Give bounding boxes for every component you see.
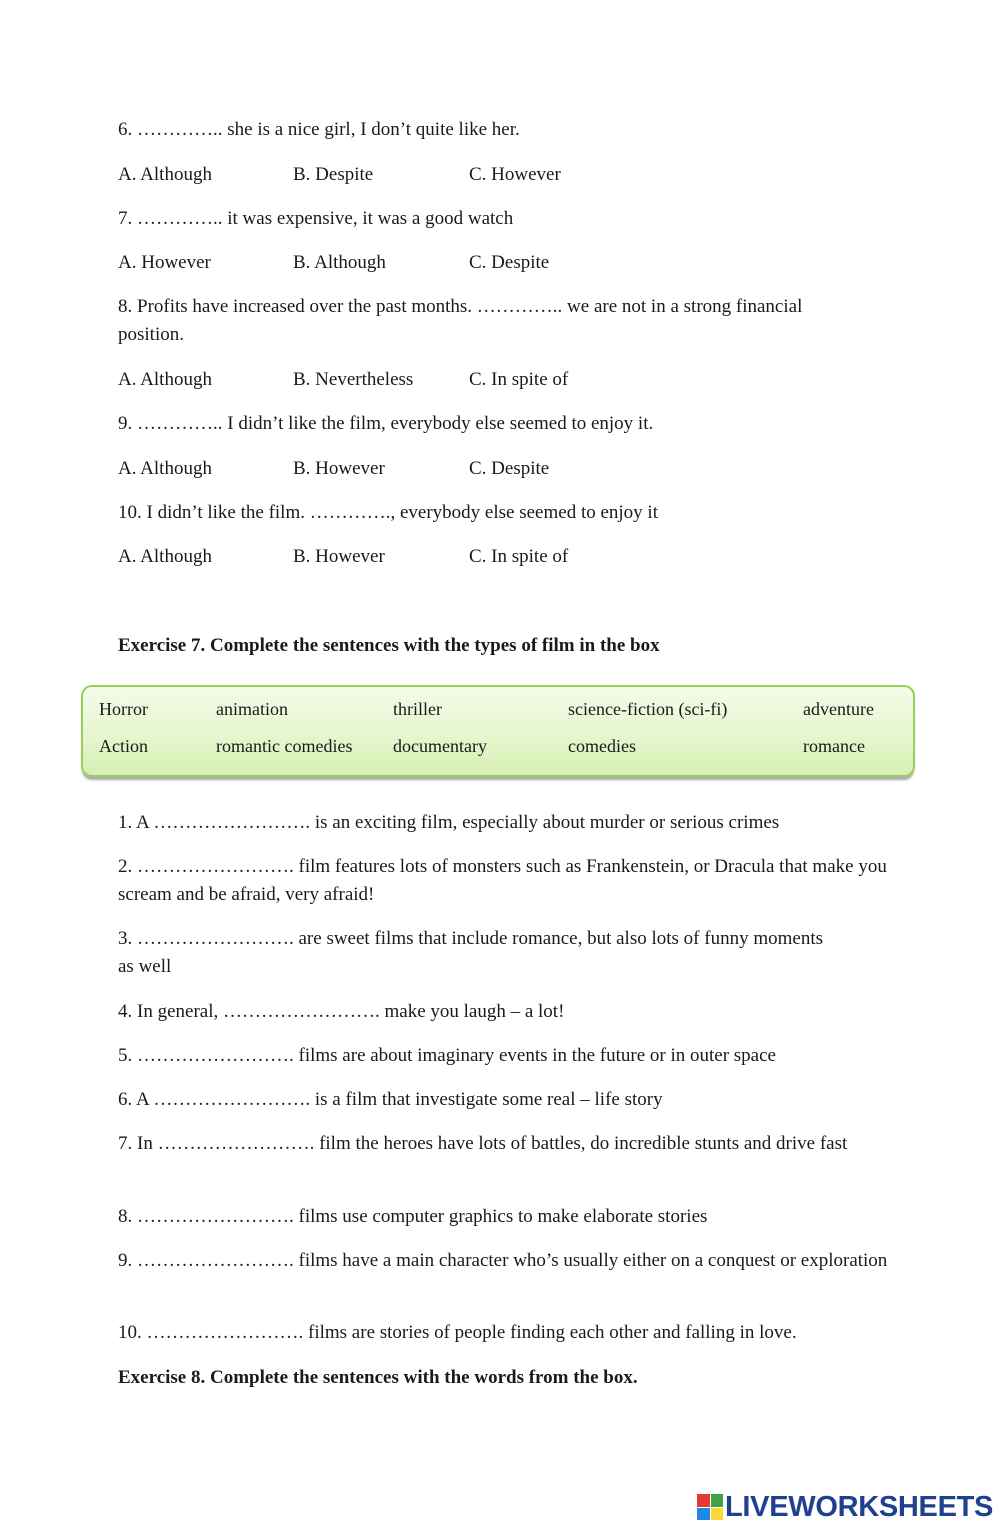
word-romantic-comedies: romantic comedies bbox=[216, 736, 353, 756]
exercise7-sentence-3: 3. ……………………. are sweet films that include romance, but also lots of funny moments as well bbox=[118, 928, 823, 977]
exercise7-sentence-1: 1. A ……………………. is an exciting film, especially about murder or serious crimes bbox=[118, 812, 780, 833]
exercise6-question-8: 8. Profits have increased over the past months. ………….. we are not in a strong financial position. bbox=[118, 296, 803, 345]
q7-option-b[interactable]: B. Although bbox=[293, 252, 386, 273]
q6-option-b[interactable]: B. Despite bbox=[293, 164, 374, 185]
q10-option-b[interactable]: B. However bbox=[293, 546, 385, 567]
exercise7-sentence-6: 6. A ……………………. is a film that investigate some real – life story bbox=[118, 1089, 663, 1110]
logo-square-yellow bbox=[711, 1508, 724, 1521]
exercise7-sentence-5: 5. ……………………. films are about imaginary events in the future or in outer space bbox=[118, 1045, 776, 1066]
logo-square-green bbox=[711, 1494, 724, 1507]
q8-option-b[interactable]: B. Nevertheless bbox=[293, 369, 414, 390]
word-comedies: comedies bbox=[568, 736, 636, 756]
q9-option-b[interactable]: B. However bbox=[293, 458, 385, 479]
exercise7-sentence-4: 4. In general, ……………………. make you laugh – a lot! bbox=[118, 1001, 565, 1022]
q7-option-c[interactable]: C. Despite bbox=[469, 252, 550, 273]
exercise6-question-6: 6. ………….. she is a nice girl, I don’t quite like her. bbox=[118, 119, 520, 140]
exercise7-title: Exercise 7. Complete the sentences with the types of film in the box bbox=[118, 635, 660, 656]
q8-option-c[interactable]: C. In spite of bbox=[469, 369, 569, 390]
exercise6-question-9: 9. ………….. I didn’t like the film, everybody else seemed to enjoy it. bbox=[118, 413, 654, 434]
word-romance: romance bbox=[803, 736, 865, 756]
logo-grid-icon bbox=[697, 1494, 723, 1520]
exercise6-question-7: 7. ………….. it was expensive, it was a good watch bbox=[118, 208, 514, 229]
q10-option-c[interactable]: C. In spite of bbox=[469, 546, 569, 567]
liveworksheets-logo bbox=[697, 1489, 993, 1525]
word-animation: animation bbox=[216, 699, 288, 719]
word-box bbox=[81, 685, 915, 777]
exercise7-sentence-8: 8. ……………………. films use computer graphics to make elaborate stories bbox=[118, 1206, 708, 1227]
exercise7-sentence-10: 10. ……………………. films are stories of people finding each other and falling in love. bbox=[118, 1322, 797, 1343]
word-adventure: adventure bbox=[803, 699, 874, 719]
exercise6-question-10: 10. I didn’t like the film. …………., everybody else seemed to enjoy it bbox=[118, 502, 658, 523]
exercise7-sentence-7: 7. In ……………………. film the heroes have lots of battles, do incredible stunts and drive fast bbox=[118, 1133, 848, 1154]
word-science-fiction: science-fiction (sci-fi) bbox=[568, 699, 728, 719]
word-action: Action bbox=[99, 736, 148, 756]
q9-option-c[interactable]: C. Despite bbox=[469, 458, 550, 479]
exercise7-sentence-9: 9. ……………………. films have a main character who’s usually either on a conquest or exploration bbox=[118, 1250, 888, 1271]
word-documentary: documentary bbox=[393, 736, 487, 756]
exercise8-title: Exercise 8. Complete the sentences with the words from the box. bbox=[118, 1367, 638, 1388]
word-thriller: thriller bbox=[393, 699, 442, 719]
q9-option-a[interactable]: A. Although bbox=[118, 458, 212, 479]
word-horror: Horror bbox=[99, 699, 148, 719]
q10-option-a[interactable]: A. Although bbox=[118, 546, 212, 567]
q8-option-a[interactable]: A. Although bbox=[118, 369, 212, 390]
logo-square-blue bbox=[697, 1508, 710, 1521]
exercise7-sentence-2: 2. ……………………. film features lots of monsters such as Frankenstein, or Dracula that make you scream and be afraid, very afraid! bbox=[118, 856, 887, 905]
q6-option-c[interactable]: C. However bbox=[469, 164, 561, 185]
logo-square-red bbox=[697, 1494, 710, 1507]
logo-text: LIVEWORKSHEETS bbox=[725, 1490, 994, 1523]
q6-option-a[interactable]: A. Although bbox=[118, 164, 212, 185]
q7-option-a[interactable]: A. However bbox=[118, 252, 211, 273]
